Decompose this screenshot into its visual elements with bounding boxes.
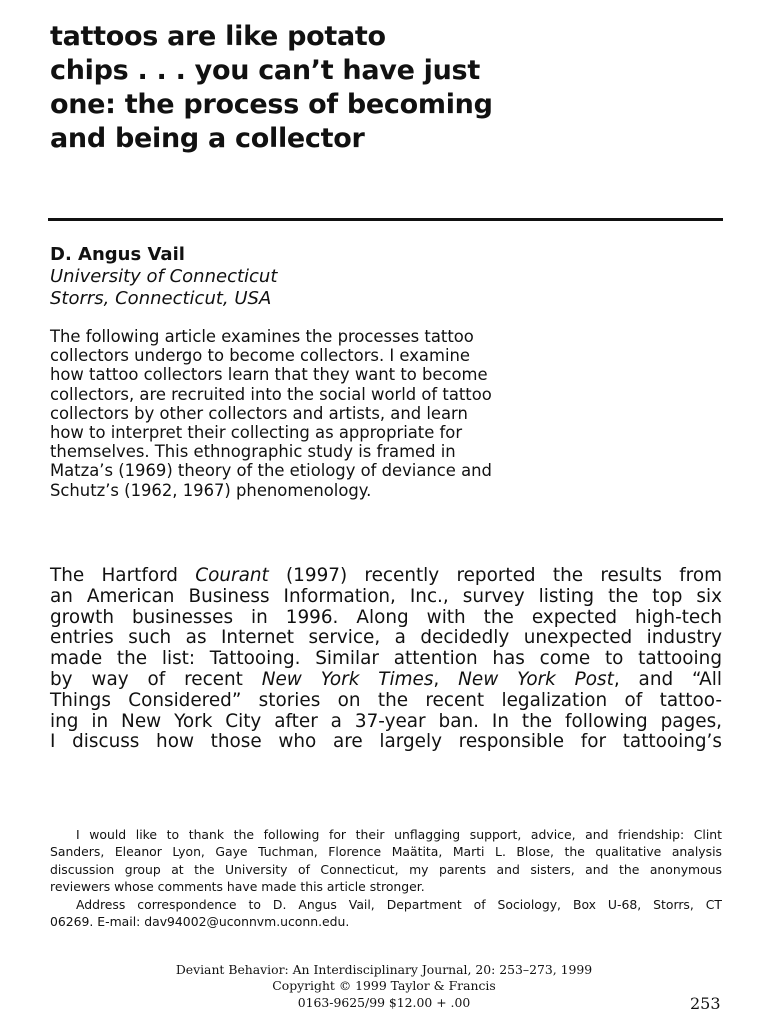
title-line: tattoos are like potato bbox=[50, 21, 386, 52]
author-location: Storrs, Connecticut, USA bbox=[50, 288, 272, 309]
body-line: Things Considered” stories on the recent legalization of tattoo- bbox=[50, 689, 722, 711]
abstract-line: Matza’s (1969) theory of the etiology of deviance and bbox=[50, 461, 492, 481]
body-line bbox=[50, 566, 722, 587]
journal-info bbox=[0, 962, 768, 1011]
body-text-run: , and “All bbox=[613, 668, 722, 690]
footnote-line: I would like to thank the following for their unflagging support, advice, and friendship: Clint bbox=[76, 827, 722, 842]
footnote-line: Address correspondence to D. Angus Vail, Department of Sociology, Box U-68, Storrs, CT bbox=[76, 896, 722, 912]
author-name: D. Angus Vail bbox=[50, 244, 185, 265]
abstract-line: how to interpret their collecting as appropriate for bbox=[50, 423, 463, 443]
abstract-line: collectors undergo to become collectors. I examine bbox=[50, 346, 470, 366]
abstract-line: how tattoo collectors learn that they want to become bbox=[50, 365, 488, 385]
page-number: 253 bbox=[690, 994, 721, 1013]
body-line: growth businesses in 1996. Along with the expected high-tech bbox=[50, 606, 722, 628]
body-text-run: by way of recent bbox=[50, 668, 243, 690]
title-line: one: the process of becoming bbox=[50, 89, 493, 120]
abstract-line: The following article examines the processes tattoo bbox=[50, 327, 474, 346]
title-line: and being a collector bbox=[50, 123, 365, 154]
body-text-run: (1997) recently reported the results from bbox=[286, 565, 722, 586]
body-line bbox=[50, 670, 722, 691]
footnote-line: 06269. E-mail: dav94002@uconnvm.uconn.edu. bbox=[50, 914, 350, 930]
abstract-line: themselves. This ethnographic study is framed in bbox=[50, 442, 456, 462]
newspaper-name: New York Times bbox=[261, 668, 434, 690]
body-line: entries such as Internet service, a decidedly unexpected industry bbox=[50, 627, 722, 649]
footnote bbox=[50, 826, 722, 930]
author-affiliation: University of Connecticut bbox=[50, 266, 278, 287]
body-text-run: , bbox=[433, 668, 440, 690]
abstract bbox=[50, 327, 590, 500]
abstract-line: collectors, are recruited into the social world of tattoo bbox=[50, 384, 492, 404]
title-line: chips . . . you can’t have just bbox=[50, 55, 480, 86]
body-line: ing in New York City after a 37-year ban. In the following pages, bbox=[50, 710, 722, 732]
body-text-run: The Hartford bbox=[50, 565, 178, 586]
abstract-line: collectors by other collectors and artists, and learn bbox=[50, 403, 468, 423]
body-line: I discuss how those who are largely responsible for tattooing’s bbox=[50, 731, 722, 753]
body-line: made the list: Tattooing. Similar attention has come to tattooing bbox=[50, 648, 722, 670]
footnote-line: discussion group at the University of Connecticut, my parents and sisters, and the anonymous bbox=[50, 861, 722, 877]
copyright-line: Copyright © 1999 Taylor & Francis bbox=[272, 978, 496, 994]
abstract-line: Schutz’s (1962, 1967) phenomenology. bbox=[50, 480, 372, 500]
issn-line: 0163-9625/99 $12.00 + .00 bbox=[297, 994, 471, 1010]
author-block bbox=[50, 244, 277, 310]
journal-citation: Deviant Behavior: An Interdisciplinary Journal, 20: 253–273, 1999 bbox=[175, 962, 593, 977]
newspaper-name: Courant bbox=[195, 565, 269, 586]
title-divider bbox=[48, 218, 723, 221]
body-line: an American Business Information, Inc., survey listing the top six bbox=[50, 585, 722, 607]
newspaper-name: New York Post bbox=[458, 668, 614, 690]
footnote-line: reviewers whose comments have made this article stronger. bbox=[50, 879, 425, 895]
body-text bbox=[50, 566, 722, 753]
article-title bbox=[50, 20, 610, 156]
footnote-line: Sanders, Eleanor Lyon, Gaye Tuchman, Florence Maätita, Marti L. Blose, the qualitative analysis bbox=[50, 844, 722, 860]
